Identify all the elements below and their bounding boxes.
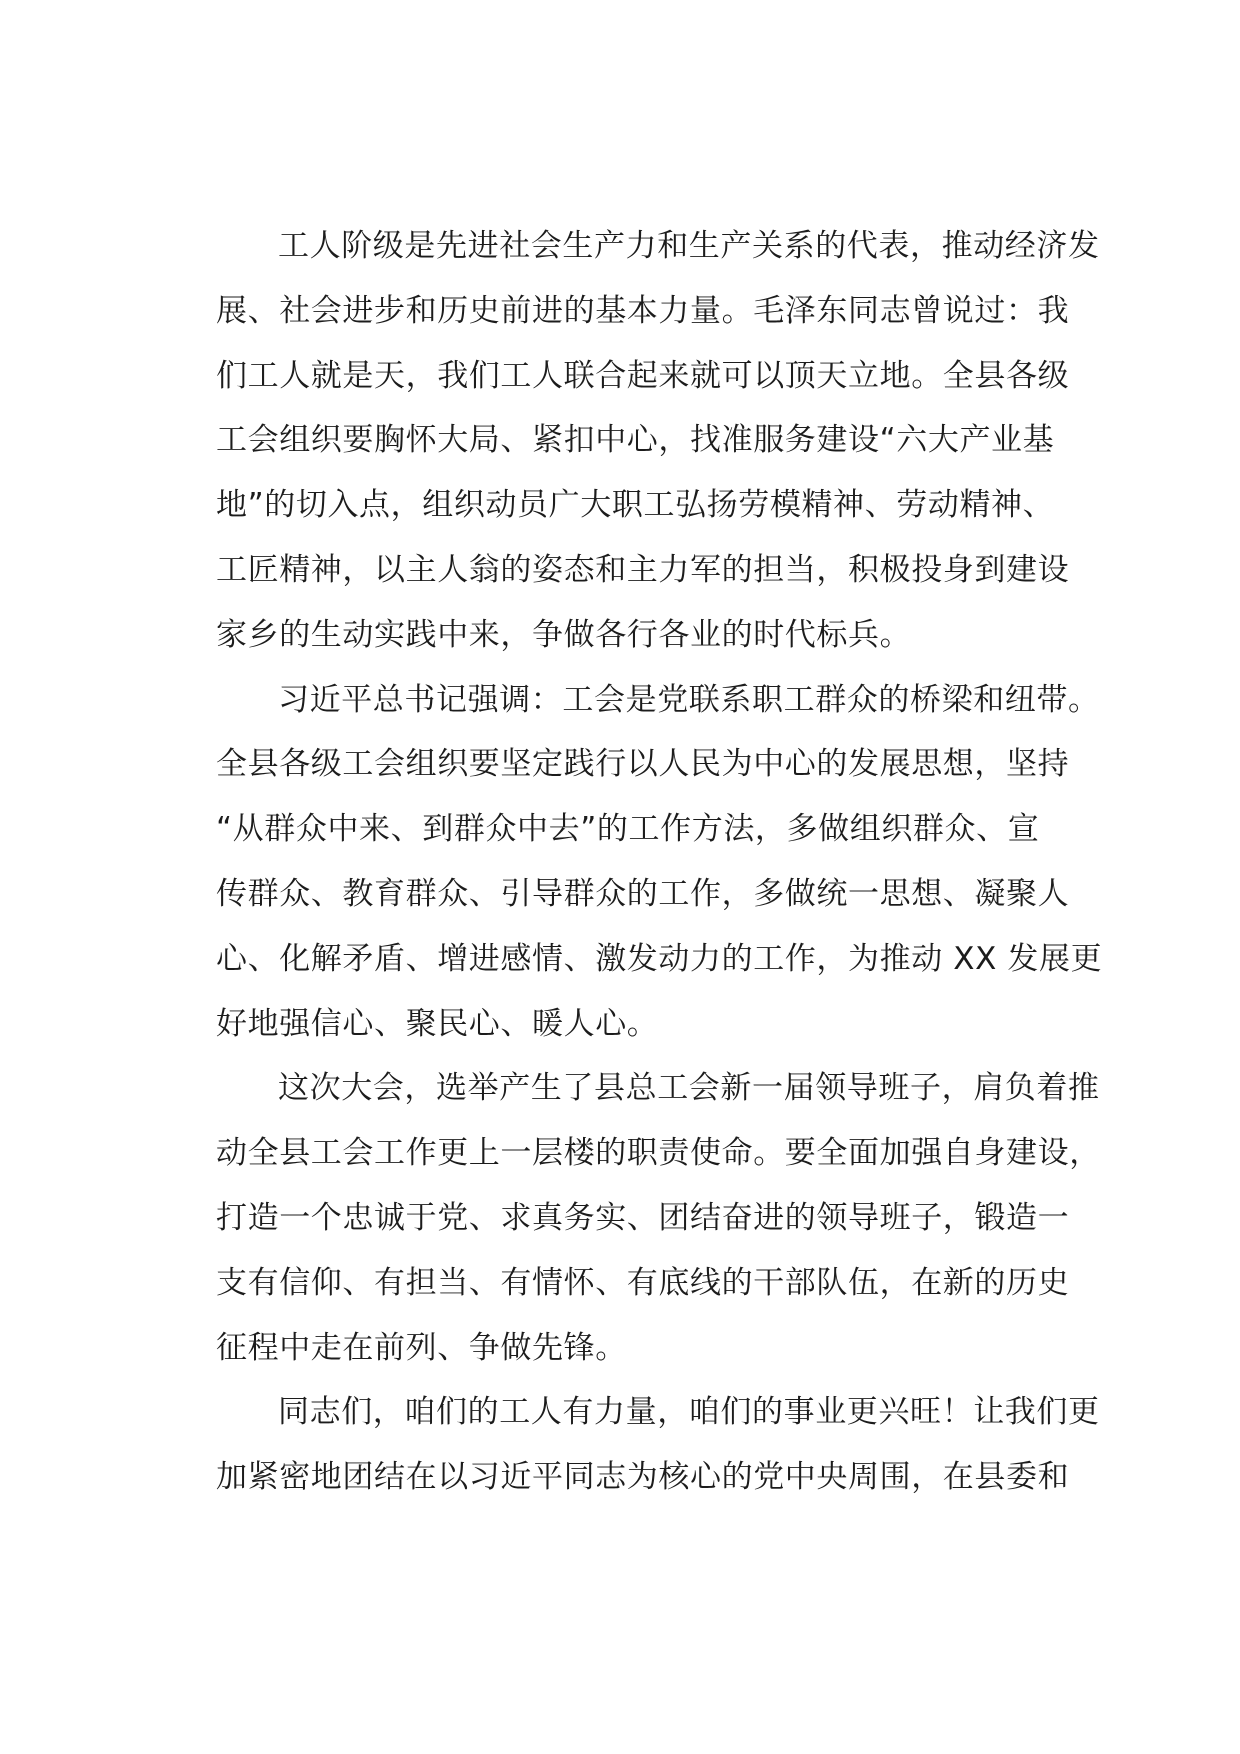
paragraph-1: [154, 214, 1100, 668]
paragraph-line: 征程中走在前列、争做先锋。: [216, 1329, 627, 1366]
paragraph-line: 这次大会，选举产生了县总工会新一届领导班子，肩负着推: [278, 1070, 1100, 1107]
paragraph-line: 工人阶级是先进社会生产力和生产关系的代表，推动经济发: [278, 228, 1100, 264]
paragraph-2: [154, 668, 1103, 1057]
paragraph-line: 习近平总书记强调：工会是党联系职工群众的桥梁和纽带。: [278, 681, 1100, 718]
paragraph-line: “从群众中来、到群众中去”的工作方法，多做组织群众、宣: [216, 811, 1040, 848]
paragraph-line: 动全县工会工作更上一层楼的职责使命。要全面加强自身建设，: [216, 1135, 1101, 1172]
paragraph-line: 打造一个忠诚于党、求真务实、团结奋进的领导班子，锻造一: [216, 1199, 1070, 1236]
paragraph-3: [154, 1056, 1101, 1380]
paragraph-line: 心、化解矛盾、增进感情、激发动力的工作，为推动 XX 发展更: [216, 940, 1103, 977]
paragraph-line: 展、社会进步和历史前进的基本力量。毛泽东同志曾说过：我: [216, 292, 1070, 329]
paragraph-line: 支有信仰、有担当、有情怀、有底线的干部队伍，在新的历史: [216, 1264, 1070, 1301]
paragraph-4: [154, 1380, 1100, 1510]
paragraph-line: 工匠精神，以主人翁的姿态和主力军的担当，积极投身到建设: [216, 551, 1070, 588]
paragraph-line: 传群众、教育群众、引导群众的工作，多做统一思想、凝聚人: [216, 875, 1070, 912]
paragraph-line: 好地强信心、聚民心、暖人心。: [216, 1005, 659, 1042]
paragraph-line: 同志们，咱们的工人有力量，咱们的事业更兴旺！让我们更: [278, 1394, 1100, 1431]
paragraph-line: 工会组织要胸怀大局、紧扣中心，找准服务建设“六大产业基: [216, 422, 1055, 459]
paragraph-line: 地”的切入点，组织动员广大职工弘扬劳模精神、劳动精神、: [216, 487, 1055, 524]
paragraph-line: 全县各级工会组织要坚定践行以人民为中心的发展思想，坚持: [216, 746, 1070, 783]
paragraph-line: 加紧密地团结在以习近平同志为核心的党中央周围，在县委和: [216, 1459, 1070, 1496]
paragraph-line: 们工人就是天，我们工人联合起来就可以顶天立地。全县各级: [216, 357, 1070, 394]
paragraph-line: 家乡的生动实践中来，争做各行各业的时代标兵。: [216, 616, 912, 653]
document-body: [154, 214, 1103, 1510]
